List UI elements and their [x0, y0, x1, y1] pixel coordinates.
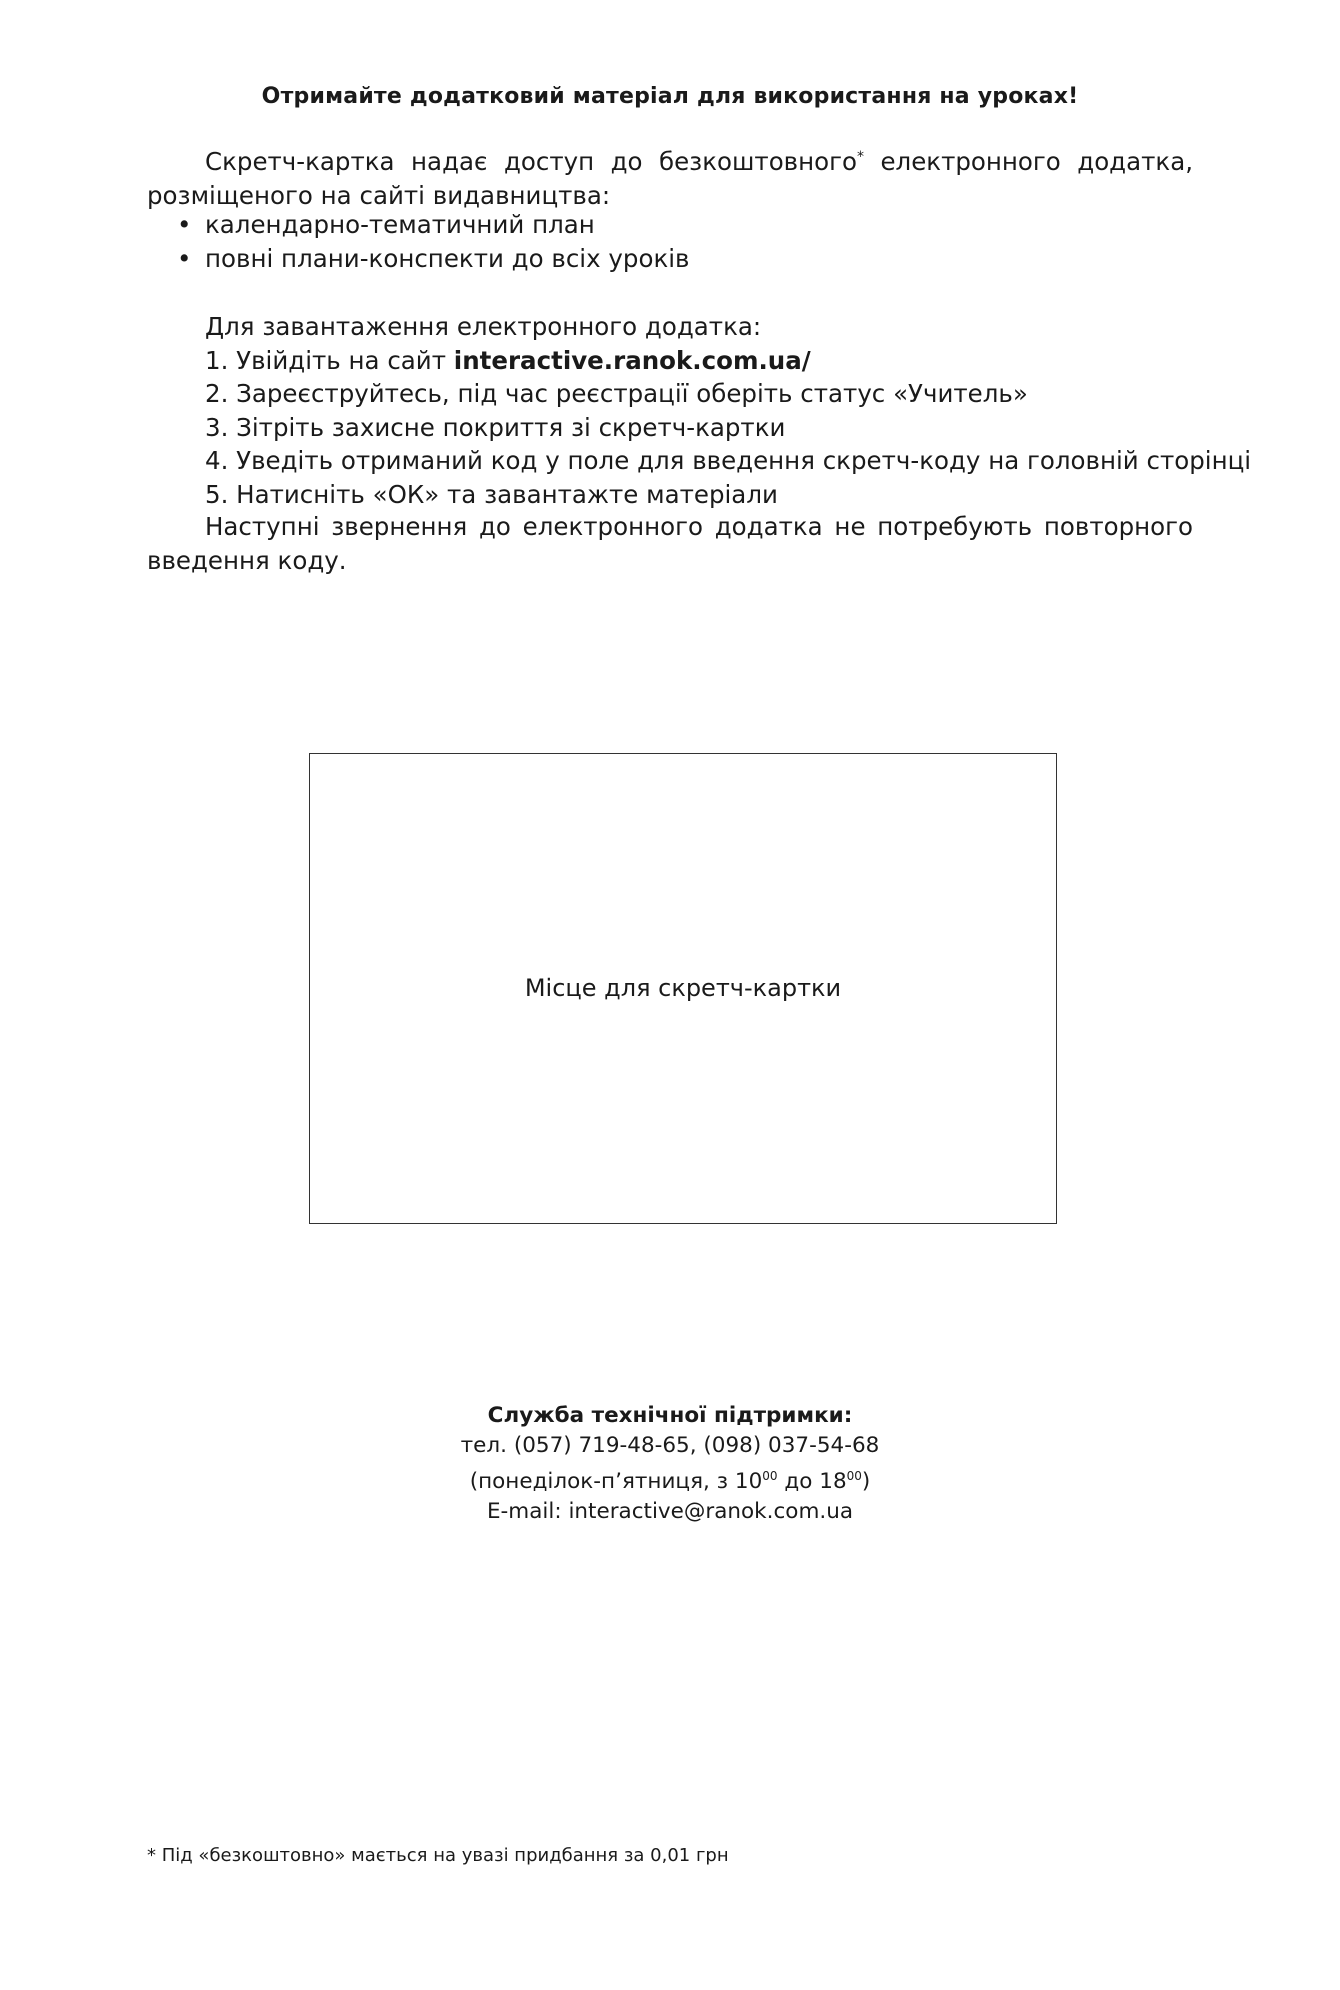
support-phone: тел. (057) 719-48-65, (098) 037-54-68: [460, 1433, 880, 1458]
download-instructions: [205, 310, 1251, 511]
bullet-marker: •: [177, 244, 192, 273]
support-title: Служба технічної підтримки:: [487, 1403, 853, 1428]
step-3: 3. Зітріть захисне покриття зі скретч-картки: [205, 412, 786, 442]
hours-prefix: (понеділок-п’ятниця, з 10: [469, 1469, 763, 1495]
footnote-mark: *: [857, 149, 864, 165]
step-1-text: 1. Увійдіть на сайт: [205, 345, 454, 375]
closing-text: Наступні звернення до електронного додатка не потребують повторного введення коду.: [147, 512, 1193, 575]
hours-from-sup: 00: [762, 1469, 778, 1483]
closing-paragraph: [147, 510, 1193, 578]
hours-to-sup: 00: [846, 1469, 862, 1483]
step-4: 4. Уведіть отриманий код у поле для введення скретч-коду на головній сторінці: [205, 446, 1252, 475]
list-item-text: календарно-тематичний план: [205, 210, 595, 239]
bullet-marker: •: [177, 210, 192, 239]
step-2: 2. Зареєструйтесь, під час реєстрації оберіть статус «Учитель»: [205, 379, 1028, 408]
scratch-card-label: Місце для скретч-картки: [524, 974, 842, 1002]
hours-suffix: ): [861, 1469, 871, 1495]
support-email[interactable]: E-mail: interactive@ranok.com.ua: [486, 1499, 854, 1525]
list-item: [177, 208, 690, 242]
hours-mid: до 18: [777, 1469, 847, 1495]
content-bullet-list: [177, 208, 690, 276]
support-hours: [0, 1461, 1340, 1497]
step-5: 5. Натисніть «ОК» та завантажте матеріали: [205, 479, 778, 509]
instructions-lead: Для завантаження електронного додатка:: [205, 312, 762, 341]
scratch-card-placeholder: [309, 753, 1057, 1224]
intro-paragraph: [147, 140, 1193, 213]
list-item: [177, 242, 690, 276]
footnote: * Під «безкоштовно» мається на увазі придбання за 0,01 грн: [147, 1845, 729, 1866]
site-link[interactable]: interactive.ranok.com.ua/: [453, 345, 811, 375]
page-heading: Отримайте додатковий матеріал для використання на уроках!: [261, 84, 1079, 109]
intro-text-after: електронного додатка, розміщеного на сайті видавництва:: [147, 147, 1194, 211]
intro-text: Скретч-картка надає доступ до безкоштовного: [205, 147, 857, 177]
list-item-text: повні плани-конспекти до всіх уроків: [205, 244, 690, 273]
tech-support-block: [0, 1401, 1340, 1527]
step-1: [205, 344, 1251, 378]
